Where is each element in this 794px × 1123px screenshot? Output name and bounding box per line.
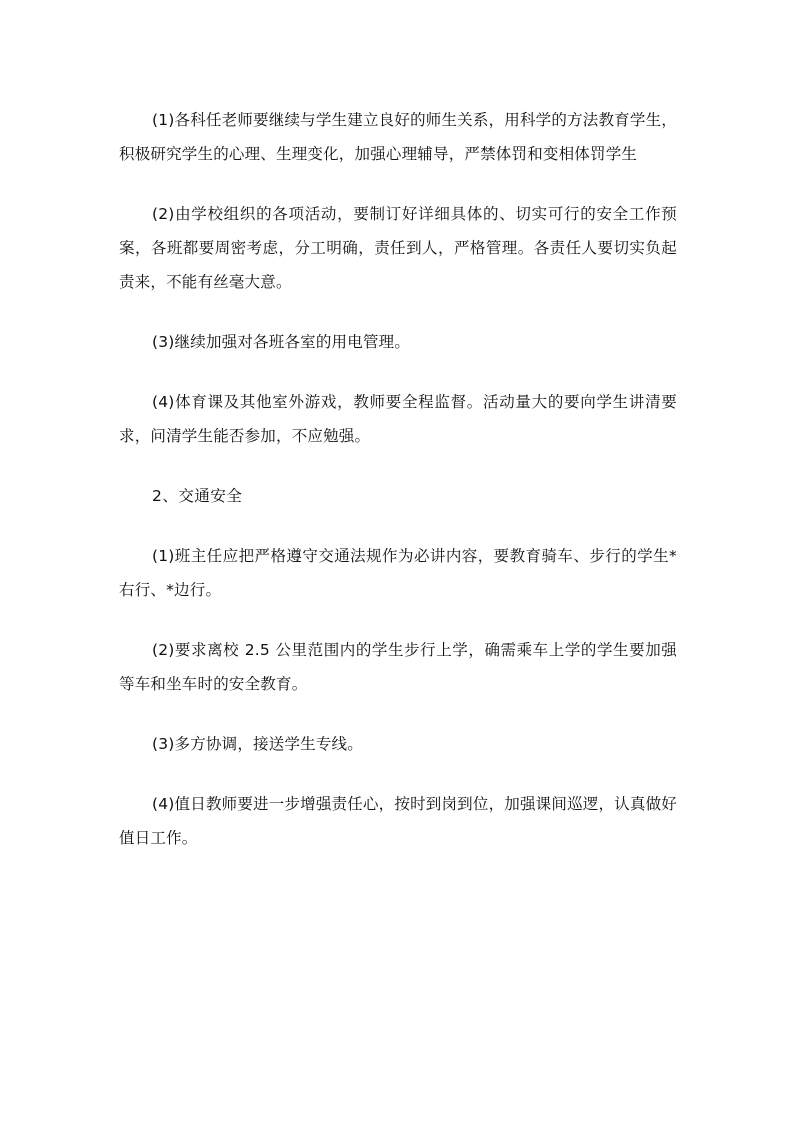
paragraph-electricity-management: (3)继续加强对各班各室的用电管理。 [152,333,411,351]
section-heading-traffic-safety: 2、交通安全 [152,487,243,505]
paragraph-pe-supervision: (4)体育课及其他室外游戏，教师要全程监督。活动量大的要向学生讲清要求，问清学生能否参加，不应勉强。 [119,393,677,445]
paragraph-walking-distance: (2)要求离校 2.5 公里范围内的学生步行上学，确需乘车上学的学生要加强等车和坐车时的安全教育。 [119,641,677,693]
paragraph-duty-teacher: (4)值日教师要进一步增强责任心，按时到岗到位，加强课间巡逻，认真做好值日工作。 [119,795,677,847]
paragraph-traffic-rules: (1)班主任应把严格遵守交通法规作为必讲内容，要教育骑车、步行的学生*右行、*边行。 [119,547,677,599]
paragraph-activity-safety-plan: (2)由学校组织的各项活动，要制订好详细具体的、切实可行的安全工作预案，各班都要周密考虑，分工明确，责任到人，严格管理。各责任人要切实负起责来，不能有丝毫大意。 [119,205,677,291]
paragraph-teacher-student-relations: (1)各科任老师要继续与学生建立良好的师生关系，用科学的方法教育学生，积极研究学生的心理、生理变化，加强心理辅导，严禁体罚和变相体罚学生 [119,111,677,163]
document-body [119,103,677,881]
paragraph-shuttle-coordination: (3)多方协调，接送学生专线。 [152,735,363,753]
